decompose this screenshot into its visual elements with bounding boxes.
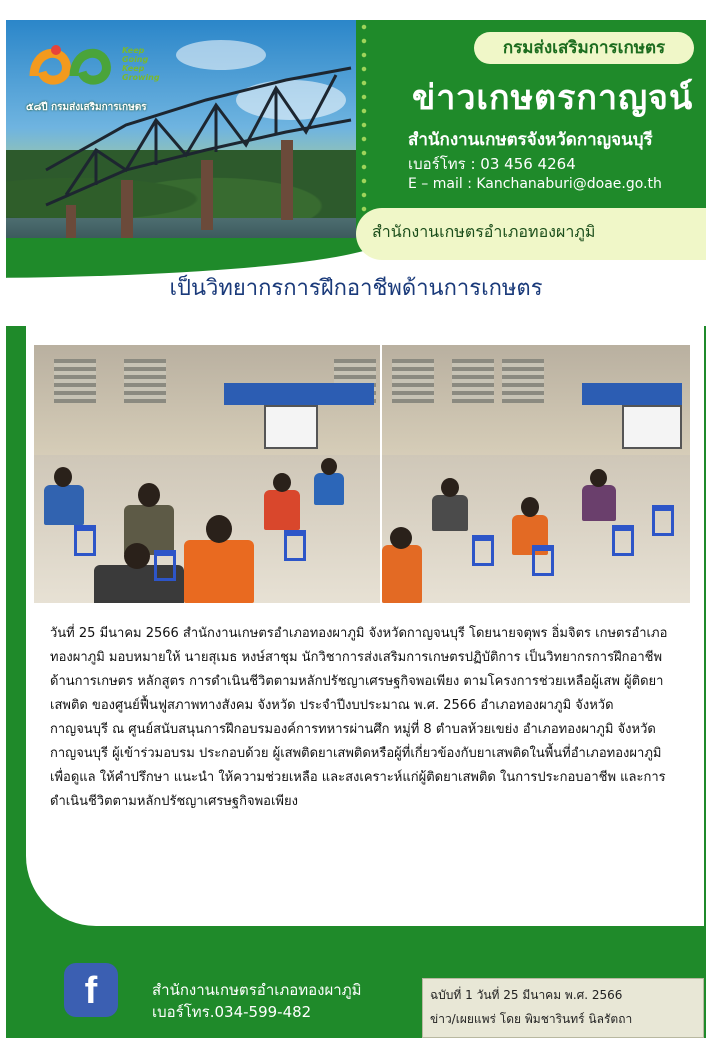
header-phone: เบอร์โทร : 03 456 4264 — [408, 155, 576, 173]
training-photo-2 — [382, 345, 690, 603]
facebook-icon[interactable]: f — [64, 963, 118, 1017]
footer-office: สำนักงานเกษตรอำเภอทองผาภูมิ — [152, 981, 362, 999]
issue-info: ฉบับที่ 1 วันที่ 25 มีนาคม พ.ศ. 2566 — [430, 988, 623, 1002]
article-paragraph: วันที่ 25 มีนาคม 2566 สำนักงานเกษตรอำเภอทองผาภูมิ จังหวัดกาญจนบุรี โดยนายจตุพร อิ่มจิตร เกษตรอำเภอทองผาภูมิ มอบหมายให้ นายสุเมธ หงษ์สาชุม นักวิชาการส่งเสริมการเกษตรปฏิบัติการ เป็นวิทยากรการฝึกอาชีพด้านการเกษตร หลักสูตร การดำเนินชีวิตตามหลักปรัชญาเศรษฐกิจพอเพียง ตามโครงการช่วยเหลือผู้เสพ ผู้ติดยาเสพติด ของศูนย์ฟื้นฟูสภาพทางสังคม จังหวัด ประจำปีงบประมาณ พ.ศ. 2566 อำเภอทองผาภูมิ จังหวัดกาญจนบุรี ณ ศูนย์สนับสนุนการฝึกอบรมองค์การทหารผ่านศึก หมู่ที่ 8 ตำบลห้วยเขย่ง อำเภอทองผาภูมิ จังหวัดกาญจนบุรี ผู้เข้าร่วมอบรม ประกอบด้วย ผู้เสพติดยาเสพติดหรือผู้ที่เกี่ยวข้องกับยาเสพติดในพื้นที่อำเภอทองผาภูมิ เพื่อดูแล ให้คำปรึกษา แนะนำ ให้ความช่วยเหลือ และสงเคราะห์แก่ผู้ติดยาเสพติด ในการประกอบอาชีพ และการดำเนินชีวิตตามหลักปรัชญาเศรษฐกิจพอเพียง — [50, 626, 668, 809]
anniversary-logo — [26, 36, 166, 120]
training-photo-1 — [34, 345, 380, 603]
department-badge: กรมส่งเสริมการเกษตร — [474, 32, 694, 64]
bridge-photo — [6, 20, 356, 260]
logo-tagline: Keep Going Keep Growing — [122, 46, 160, 82]
newsletter-frame — [6, 20, 706, 1038]
provincial-office: สำนักงานเกษตรจังหวัดกาญจนบุรี — [408, 130, 653, 150]
logo-text: ๕๘ปี กรมส่งเสริมการเกษตร — [26, 102, 147, 113]
article-body — [50, 622, 670, 814]
newsletter-title: ข่าวเกษตรกาญจน์ — [412, 78, 694, 118]
byline: ข่าว/เผยแพร่ โดย พิมชารินทร์ นิลรัตถา — [430, 1012, 633, 1026]
header-email: E – mail : Kanchanaburi@doae.go.th — [408, 176, 662, 192]
article-title: เป็นวิทยากรการฝึกอาชีพด้านการเกษตร — [169, 276, 543, 301]
district-office: สำนักงานเกษตรอำเภอทองผาภูมิ — [372, 222, 596, 241]
footer-phone: เบอร์โทร.034-599-482 — [152, 1003, 312, 1021]
